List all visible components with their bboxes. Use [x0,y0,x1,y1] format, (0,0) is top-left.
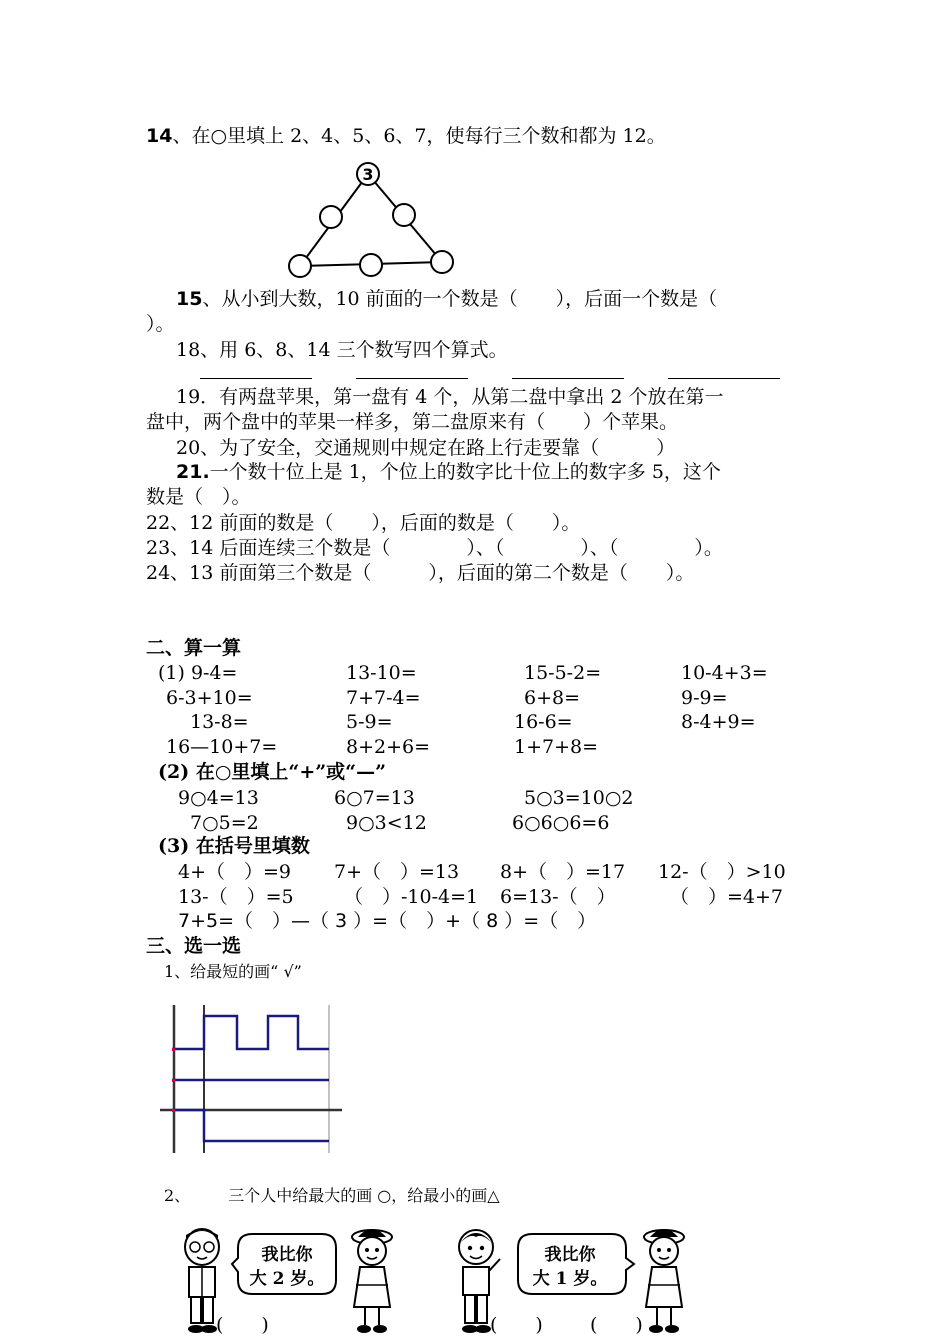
q15-line2: ）。 [146,313,175,335]
part2-title: (2) 在○里填上“+”或“—” [158,761,387,783]
line-length-diagram [160,1005,345,1155]
q14 [146,124,666,148]
answer-mark[interactable]: ( ) [490,1314,543,1336]
q24: 24、13 前面第三个数是（ ），后面的第二个数是（ ）。 [146,562,695,584]
q21-number: 21. [176,461,210,483]
speech-bubble [512,1228,636,1300]
bubble1-line1: 我比你 [261,1245,313,1265]
section3-title: 三、选一选 [146,935,242,957]
sign-item: 6○7=13 [334,787,415,809]
girl-with-hat-illustration [348,1225,396,1340]
bubble1-line2: 大 2 岁。 [249,1269,325,1289]
fill-item: 7+（ ）=13 [334,861,460,883]
calc-item: 13-8= [190,711,249,733]
s3q1: 1、给最短的画“ √” [164,962,302,981]
sign-item: 5○3=10○2 [524,787,634,809]
q15-number: 15 [176,288,203,310]
calc-item: 16-6= [514,711,573,733]
calc-item: 8-4+9= [681,711,756,733]
q15-line1: 15、从小到大数，10 前面的一个数是（ ），后面一个数是（ [176,288,718,310]
fill-item: （ ）-10-4=1 [344,886,479,908]
blank-circle[interactable] [289,255,311,277]
answer-mark[interactable]: ( ) [216,1314,269,1336]
sign-item: 6○6○6=6 [512,812,610,834]
sign-item: 9○3<12 [346,812,427,834]
q14-number: 14 [146,125,173,147]
sign-item: 7○5=2 [190,812,259,834]
q18: 18、用 6、8、14 三个数写四个算式。 [176,339,508,361]
number-triangle-diagram [280,158,470,283]
answer-line[interactable] [200,378,312,379]
blank-circle[interactable] [360,254,382,276]
calc-item: 10-4+3= [681,662,768,684]
girl-with-hat-illustration [640,1225,688,1340]
answer-line[interactable] [512,378,624,379]
calc-item: 7+7-4= [346,687,421,709]
s3q2 [164,1184,500,1208]
answer-line[interactable] [668,378,780,379]
sign-item: 9○4=13 [178,787,259,809]
speech-bubble [232,1228,342,1300]
path-a[interactable] [172,1016,329,1049]
blank-circle[interactable] [431,251,453,273]
fill-item: 13-（ ）=5 [178,886,294,908]
section2-title: 二、算一算 [146,637,242,659]
bubble2-line1: 我比你 [544,1245,596,1265]
part3-title: (3) 在括号里填数 [158,835,310,857]
fill-item: 8+（ ）=17 [500,861,626,883]
calc-item: 8+2+6= [346,736,431,758]
blank-circle[interactable] [320,206,342,228]
calc-item: 5-9= [346,711,393,733]
calc-item: 6-3+10= [166,687,253,709]
calc-item: 16—10+7= [166,736,278,758]
s3q2-text: 三个人中给最大的画 ○，给最小的画△ [228,1186,500,1205]
calc-item: 9-9= [681,687,728,709]
fill-item: 12-（ ）>10 [658,861,786,883]
q20: 20、为了安全，交通规则中规定在路上行走要靠（ ） [176,437,676,459]
calc-item: 6+8= [524,687,581,709]
fill-item: 7+5=（ ）—（ 3 ）=（ ）+（ 8 ）=（ ） [178,910,597,932]
calc-item: 13-10= [346,662,417,684]
q19-line1: 19．有两盘苹果，第一盘有 4 个，从第二盘中拿出 2 个放在第一 [176,386,724,408]
s3q2-number: 2、 [164,1186,191,1205]
fill-item: （ ）=4+7 [670,886,784,908]
calc-item: (1) 9-4= [158,662,238,684]
q21-line1: 21.一个数十位上是 1，个位上的数字比十位上的数字多 5，这个 [176,461,721,483]
path-c[interactable] [172,1110,329,1141]
blank-circle[interactable] [393,204,415,226]
q22: 22、12 前面的数是（ ），后面的数是（ ）。 [146,512,581,534]
fill-item: 6=13-（ ） [500,886,616,908]
q21-line2: 数是（ ）。 [146,486,251,508]
answer-line[interactable] [356,378,468,379]
q14-text: 、在○里填上 2、4、5、6、7，使每行三个数和都为 12。 [172,125,666,147]
bubble2-line2: 大 1 岁。 [532,1269,608,1289]
fill-item: 4+（ ）=9 [178,861,292,883]
calc-item: 15-5-2= [524,662,602,684]
q19-line2: 盘中，两个盘中的苹果一样多，第二盘原来有（ ）个苹果。 [146,411,679,433]
answer-mark[interactable]: ( ) [590,1314,643,1336]
top-circle-value: 3 [362,165,374,184]
calc-item: 1+7+8= [514,736,599,758]
q23: 23、14 后面连续三个数是（ ）、（ ）、（ ）。 [146,537,723,559]
